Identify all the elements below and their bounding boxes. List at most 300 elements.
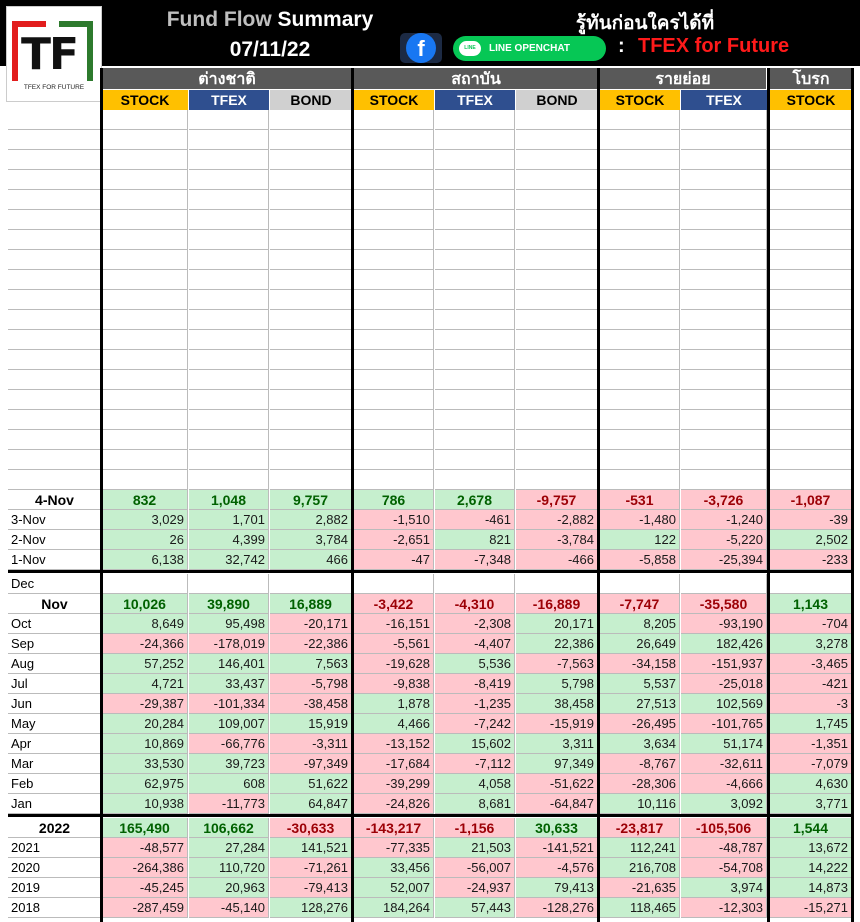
table-cell: -7,242 — [435, 714, 515, 734]
column-header-stock: STOCK — [770, 90, 852, 110]
table-cell: 1,048 — [189, 490, 269, 510]
table-cell — [354, 150, 434, 170]
report-date: 07/11/22 — [229, 38, 311, 61]
table-cell — [600, 250, 680, 270]
table-cell — [102, 250, 188, 270]
table-cell: 102,569 — [681, 694, 767, 714]
table-cell — [354, 330, 434, 350]
table-cell: 22,386 — [516, 634, 598, 654]
table-cell: -30,633 — [270, 818, 352, 838]
table-cell: -9,838 — [354, 674, 434, 694]
table-cell — [770, 310, 852, 330]
table-cell — [435, 470, 515, 490]
table-cell: 786 — [354, 490, 434, 510]
table-cell: 8,205 — [600, 614, 680, 634]
table-cell — [770, 290, 852, 310]
table-cell: -2,651 — [354, 530, 434, 550]
table-cell — [435, 210, 515, 230]
table-cell — [516, 350, 598, 370]
table-cell — [770, 130, 852, 150]
table-row — [8, 530, 852, 550]
channel-name: TFEX for Future — [638, 35, 790, 57]
table-cell — [270, 330, 352, 350]
table-cell: -25,394 — [681, 550, 767, 570]
table-cell — [516, 410, 598, 430]
table-cell — [189, 430, 269, 450]
table-cell: -101,334 — [189, 694, 269, 714]
table-cell: -531 — [600, 490, 680, 510]
table-cell — [102, 330, 188, 350]
table-cell: -7,563 — [516, 654, 598, 674]
table-cell: -141,521 — [516, 838, 598, 858]
table-cell: -5,220 — [681, 530, 767, 550]
row-label — [8, 250, 102, 270]
table-row — [8, 734, 852, 754]
table-cell: 109,007 — [189, 714, 269, 734]
table-cell — [189, 330, 269, 350]
table-row — [8, 130, 852, 150]
table-cell — [435, 450, 515, 470]
header-bar — [0, 0, 860, 66]
table-cell — [270, 130, 352, 150]
table-cell — [681, 290, 767, 310]
page-title: Fund Flow Summary — [166, 8, 374, 31]
table-cell — [770, 390, 852, 410]
table-cell — [516, 250, 598, 270]
tfex-logo: TF TFEX FOR FUTURE — [6, 6, 102, 102]
table-cell: -1,235 — [435, 694, 515, 714]
table-cell: -5,798 — [270, 674, 352, 694]
table-cell — [770, 350, 852, 370]
table-row — [8, 390, 852, 410]
table-cell — [681, 150, 767, 170]
table-row — [8, 190, 852, 210]
column-header-tfex: TFEX — [435, 90, 515, 110]
table-cell — [270, 150, 352, 170]
table-row — [8, 370, 852, 390]
table-cell — [354, 230, 434, 250]
table-cell: -2,308 — [435, 614, 515, 634]
table-row — [8, 838, 852, 858]
table-cell — [435, 410, 515, 430]
table-cell — [354, 350, 434, 370]
table-cell — [354, 270, 434, 290]
table-cell: 57,443 — [435, 898, 515, 918]
table-cell: 3,974 — [681, 878, 767, 898]
table-row — [8, 674, 852, 694]
row-label: 3-Nov — [8, 510, 102, 530]
table-cell — [516, 210, 598, 230]
table-cell: -3,784 — [516, 530, 598, 550]
table-cell — [681, 430, 767, 450]
group-header-3: รายย่อย — [600, 68, 766, 89]
table-cell: 64,847 — [270, 794, 352, 814]
table-cell — [770, 250, 852, 270]
table-cell: 466 — [270, 550, 352, 570]
table-cell — [600, 430, 680, 450]
table-cell: 20,963 — [189, 878, 269, 898]
table-cell: -1,240 — [681, 510, 767, 530]
table-row — [8, 550, 852, 570]
table-cell — [354, 470, 434, 490]
table-cell: -71,261 — [270, 858, 352, 878]
table-cell: -1,480 — [600, 510, 680, 530]
column-header-stock: STOCK — [354, 90, 434, 110]
table-cell: -3,726 — [681, 490, 767, 510]
table-cell: -11,773 — [189, 794, 269, 814]
table-cell — [270, 190, 352, 210]
table-cell: 32,742 — [189, 550, 269, 570]
table-cell: -8,767 — [600, 754, 680, 774]
table-cell — [435, 430, 515, 450]
table-cell — [600, 150, 680, 170]
table-cell — [354, 410, 434, 430]
table-cell — [681, 390, 767, 410]
table-cell — [270, 210, 352, 230]
table-cell: 14,222 — [770, 858, 852, 878]
table-cell — [600, 130, 680, 150]
table-cell: -77,335 — [354, 838, 434, 858]
table-cell — [435, 370, 515, 390]
table-row — [8, 110, 852, 130]
table-cell: 4,058 — [435, 774, 515, 794]
table-row — [8, 170, 852, 190]
table-cell: 216,708 — [600, 858, 680, 878]
table-cell: 118,465 — [600, 898, 680, 918]
row-label: 2-Nov — [8, 530, 102, 550]
column-divider — [851, 68, 854, 922]
table-cell — [600, 574, 680, 594]
table-row — [8, 510, 852, 530]
table-cell — [516, 290, 598, 310]
table-cell: 27,284 — [189, 838, 269, 858]
table-row — [8, 754, 852, 774]
table-cell: 821 — [435, 530, 515, 550]
table-cell — [270, 390, 352, 410]
table-cell — [600, 190, 680, 210]
table-row — [8, 150, 852, 170]
table-cell — [600, 290, 680, 310]
table-cell: -105,506 — [681, 818, 767, 838]
table-cell — [770, 270, 852, 290]
table-cell: 1,544 — [770, 818, 852, 838]
table-cell: 38,458 — [516, 694, 598, 714]
table-row — [8, 898, 852, 918]
table-cell — [600, 170, 680, 190]
table-cell — [189, 230, 269, 250]
table-row — [8, 634, 852, 654]
table-cell: 8,681 — [435, 794, 515, 814]
row-label: Jan — [8, 794, 102, 814]
facebook-icon[interactable]: f — [400, 33, 442, 63]
table-cell — [189, 270, 269, 290]
table-cell — [189, 470, 269, 490]
table-cell — [102, 450, 188, 470]
table-cell — [516, 370, 598, 390]
table-row — [8, 270, 852, 290]
table-cell: -3,465 — [770, 654, 852, 674]
table-cell — [189, 410, 269, 430]
column-header-stock: STOCK — [600, 90, 680, 110]
table-cell — [354, 190, 434, 210]
table-cell: -13,152 — [354, 734, 434, 754]
table-cell — [435, 150, 515, 170]
table-cell — [770, 210, 852, 230]
table-cell: 15,602 — [435, 734, 515, 754]
table-cell — [270, 250, 352, 270]
table-cell — [600, 410, 680, 430]
table-cell — [102, 190, 188, 210]
table-cell — [435, 390, 515, 410]
table-cell — [270, 410, 352, 430]
table-cell: -5,858 — [600, 550, 680, 570]
table-cell — [770, 170, 852, 190]
table-cell: -79,413 — [270, 878, 352, 898]
group-header-4: โบรก — [770, 68, 852, 89]
line-openchat-button[interactable]: LINE LINE OPENCHAT — [453, 36, 606, 61]
table-cell: 112,241 — [600, 838, 680, 858]
table-cell — [102, 150, 188, 170]
table-cell: 2,678 — [435, 490, 515, 510]
table-cell — [600, 310, 680, 330]
row-label: Aug — [8, 654, 102, 674]
table-cell — [270, 430, 352, 450]
row-label — [8, 450, 102, 470]
table-cell — [189, 170, 269, 190]
row-label — [8, 210, 102, 230]
table-row — [8, 450, 852, 470]
table-cell: -22,386 — [270, 634, 352, 654]
table-cell — [600, 350, 680, 370]
table-cell: -101,765 — [681, 714, 767, 734]
table-cell: -4,576 — [516, 858, 598, 878]
table-cell: 1,701 — [189, 510, 269, 530]
table-cell — [681, 230, 767, 250]
table-cell: -51,622 — [516, 774, 598, 794]
table-cell: -8,419 — [435, 674, 515, 694]
table-cell — [102, 370, 188, 390]
table-cell: 33,530 — [102, 754, 188, 774]
table-cell: -35,580 — [681, 594, 767, 614]
table-cell — [681, 450, 767, 470]
row-label — [8, 270, 102, 290]
table-cell: 14,873 — [770, 878, 852, 898]
table-cell: -4,310 — [435, 594, 515, 614]
table-cell: 106,662 — [189, 818, 269, 838]
table-cell — [189, 190, 269, 210]
table-row — [8, 230, 852, 250]
table-cell — [189, 210, 269, 230]
table-cell: -20,171 — [270, 614, 352, 634]
table-cell: -1,087 — [770, 490, 852, 510]
table-cell — [189, 370, 269, 390]
table-cell — [354, 310, 434, 330]
table-cell: 57,252 — [102, 654, 188, 674]
table-row — [8, 470, 852, 490]
table-cell — [102, 170, 188, 190]
table-cell: -17,684 — [354, 754, 434, 774]
column-divider — [351, 68, 354, 922]
section-divider — [8, 570, 852, 573]
table-cell: -34,158 — [600, 654, 680, 674]
table-row — [8, 574, 852, 594]
table-cell — [600, 110, 680, 130]
row-label: Sep — [8, 634, 102, 654]
table-cell — [770, 470, 852, 490]
table-cell: -7,747 — [600, 594, 680, 614]
table-cell: 7,563 — [270, 654, 352, 674]
table-cell: -4,407 — [435, 634, 515, 654]
table-cell — [770, 150, 852, 170]
table-cell — [354, 450, 434, 470]
table-cell: -143,217 — [354, 818, 434, 838]
row-label: 2020 — [8, 858, 102, 878]
table-cell — [102, 350, 188, 370]
table-cell: 3,771 — [770, 794, 852, 814]
table-cell: 10,869 — [102, 734, 188, 754]
table-cell: 608 — [189, 774, 269, 794]
table-cell — [102, 210, 188, 230]
table-cell — [102, 470, 188, 490]
table-cell — [681, 250, 767, 270]
column-divider — [100, 68, 103, 922]
table-cell — [516, 574, 598, 594]
table-cell — [435, 574, 515, 594]
table-row — [8, 878, 852, 898]
table-cell: -264,386 — [102, 858, 188, 878]
table-cell: 8,649 — [102, 614, 188, 634]
table-row — [8, 330, 852, 350]
table-cell — [102, 390, 188, 410]
table-cell — [435, 330, 515, 350]
table-cell: -151,937 — [681, 654, 767, 674]
group-header-2: สถาบัน — [354, 68, 598, 89]
table-cell — [189, 110, 269, 130]
table-cell: 4,630 — [770, 774, 852, 794]
row-label — [8, 130, 102, 150]
table-cell — [102, 410, 188, 430]
table-cell: 26,649 — [600, 634, 680, 654]
table-cell: -56,007 — [435, 858, 515, 878]
table-cell: 184,264 — [354, 898, 434, 918]
table-cell — [354, 574, 434, 594]
table-cell — [435, 350, 515, 370]
table-cell: 3,634 — [600, 734, 680, 754]
table-cell: -1,351 — [770, 734, 852, 754]
row-label — [8, 110, 102, 130]
table-cell: 21,503 — [435, 838, 515, 858]
table-cell: 2,882 — [270, 510, 352, 530]
table-cell — [516, 470, 598, 490]
table-row — [8, 694, 852, 714]
table-cell: -3,422 — [354, 594, 434, 614]
table-cell — [189, 150, 269, 170]
table-cell: -3 — [770, 694, 852, 714]
table-cell: -128,276 — [516, 898, 598, 918]
table-row — [8, 490, 852, 510]
row-label: 2021 — [8, 838, 102, 858]
table-cell — [681, 190, 767, 210]
table-cell: 30,633 — [516, 818, 598, 838]
table-cell — [681, 110, 767, 130]
table-row — [8, 774, 852, 794]
table-cell — [189, 130, 269, 150]
table-cell: -12,303 — [681, 898, 767, 918]
row-label: Mar — [8, 754, 102, 774]
table-cell — [270, 470, 352, 490]
row-label: Oct — [8, 614, 102, 634]
line-icon: LINE — [459, 41, 481, 56]
table-cell: -5,561 — [354, 634, 434, 654]
table-cell — [189, 250, 269, 270]
table-cell — [435, 270, 515, 290]
table-cell: 10,116 — [600, 794, 680, 814]
table-cell — [270, 450, 352, 470]
table-cell: 146,401 — [189, 654, 269, 674]
table-cell — [354, 390, 434, 410]
table-cell: 52,007 — [354, 878, 434, 898]
table-cell: 2,502 — [770, 530, 852, 550]
table-cell — [516, 230, 598, 250]
row-label — [8, 290, 102, 310]
table-cell — [270, 170, 352, 190]
table-cell: -38,458 — [270, 694, 352, 714]
table-cell: -7,348 — [435, 550, 515, 570]
table-cell — [770, 190, 852, 210]
table-cell — [681, 350, 767, 370]
table-cell: 33,456 — [354, 858, 434, 878]
table-cell: 4,399 — [189, 530, 269, 550]
table-cell: -48,787 — [681, 838, 767, 858]
table-cell: 3,029 — [102, 510, 188, 530]
table-cell: 5,537 — [600, 674, 680, 694]
table-cell — [516, 130, 598, 150]
table-cell — [102, 230, 188, 250]
table-cell: -2,882 — [516, 510, 598, 530]
table-cell — [435, 170, 515, 190]
row-label — [8, 390, 102, 410]
table-cell: 39,723 — [189, 754, 269, 774]
table-cell: 15,919 — [270, 714, 352, 734]
table-cell — [270, 310, 352, 330]
table-cell: 79,413 — [516, 878, 598, 898]
table-cell — [354, 110, 434, 130]
table-cell: -24,937 — [435, 878, 515, 898]
table-cell: 27,513 — [600, 694, 680, 714]
table-cell — [681, 210, 767, 230]
table-cell: -64,847 — [516, 794, 598, 814]
row-label — [8, 370, 102, 390]
table-cell — [516, 430, 598, 450]
table-cell — [270, 350, 352, 370]
table-cell — [770, 574, 852, 594]
table-cell: -39 — [770, 510, 852, 530]
table-cell — [354, 250, 434, 270]
table-cell: 128,276 — [270, 898, 352, 918]
table-cell: -466 — [516, 550, 598, 570]
table-cell: -704 — [770, 614, 852, 634]
table-cell — [516, 450, 598, 470]
table-cell: 51,622 — [270, 774, 352, 794]
table-cell — [600, 390, 680, 410]
table-cell — [681, 270, 767, 290]
table-cell — [270, 290, 352, 310]
table-cell — [189, 450, 269, 470]
table-cell — [354, 430, 434, 450]
table-cell: -45,140 — [189, 898, 269, 918]
table-cell — [681, 330, 767, 350]
table-cell: -421 — [770, 674, 852, 694]
